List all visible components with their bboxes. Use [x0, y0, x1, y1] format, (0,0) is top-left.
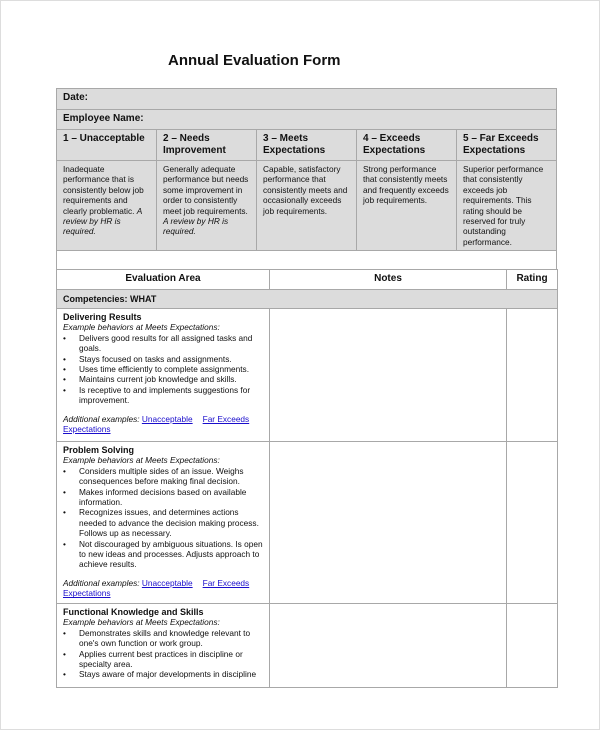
example-label: Example behaviors at Meets Expectations:: [63, 322, 220, 333]
rating-description-1: [57, 161, 157, 251]
section-competencies: Competencies: WHAT: [57, 290, 558, 309]
evaluation-area-cell: [57, 442, 270, 604]
behavior-item: • Not discouraged by ambiguous situations. Is open to new ideas and processes. Adjusts approach to achieve results.: [63, 539, 263, 570]
rating-description-5: [457, 161, 557, 251]
column-header-notes: Notes: [270, 270, 507, 290]
additional-examples: [63, 578, 263, 599]
behavior-item: • Stays focused on tasks and assignments.: [63, 354, 263, 364]
rating-desc-text: Generally adequate performance but needs some improvement in order to consistently meet job requirements.: [163, 164, 249, 216]
area-name: Delivering Results: [63, 312, 142, 322]
column-header-area: Evaluation Area: [57, 270, 270, 290]
spacer-row: [57, 251, 557, 270]
behavior-item: • Uses time efficiently to complete assignments.: [63, 364, 263, 374]
page-title: Annual Evaluation Form: [168, 52, 341, 69]
notes-cell[interactable]: [270, 442, 507, 604]
behavior-item: • Delivers good results for all assigned tasks and goals.: [63, 333, 263, 354]
behavior-item: • Maintains current job knowledge and skills.: [63, 374, 263, 384]
rating-description-4: [357, 161, 457, 251]
rating-level-1: 1 – Unacceptable: [57, 130, 157, 161]
rating-cell[interactable]: [507, 442, 558, 604]
rating-cell[interactable]: [507, 309, 558, 442]
evaluation-row: [57, 604, 558, 688]
link-unacceptable[interactable]: Unacceptable: [141, 413, 193, 424]
behavior-item: • Applies current best practices in discipline or specialty area.: [63, 649, 263, 670]
evaluation-row: [57, 442, 558, 604]
example-label: Example behaviors at Meets Expectations:: [63, 617, 220, 628]
rating-description-2: [157, 161, 257, 251]
rating-desc-text: Strong performance that consistently meets and frequently exceeds job requirements.: [363, 164, 449, 206]
area-name: Functional Knowledge and Skills: [63, 607, 204, 617]
behavior-item: • Recognizes issues, and determines actions needed to advance the decision making process. Follows up as necessary.: [63, 507, 263, 538]
column-header-rating: Rating: [507, 270, 558, 290]
rating-desc-text: Superior performance that consistently exceeds job requirements. This rating should be reserved for truly outstanding performance.: [463, 164, 544, 247]
behavior-item: • Demonstrates skills and knowledge relevant to one's own function or work group.: [63, 628, 263, 649]
link-far-exceeds[interactable]: Far Exceeds Expectations: [63, 577, 250, 599]
rating-description-3: [257, 161, 357, 251]
rating-desc-text: Inadequate performance that is consistently below job requirements and clearly problematic.: [63, 164, 144, 216]
rating-scale-table: [56, 88, 557, 270]
rating-level-3: 3 – Meets Expectations: [257, 130, 357, 161]
rating-level-4: 4 – Exceeds Expectations: [357, 130, 457, 161]
link-far-exceeds[interactable]: Far Exceeds Expectations: [63, 413, 250, 435]
additional-label: Additional examples:: [63, 577, 140, 588]
evaluation-area-cell: [57, 604, 270, 688]
behavior-item: • Makes informed decisions based on available information.: [63, 487, 263, 508]
notes-cell[interactable]: [270, 309, 507, 442]
rating-desc-text: Capable, satisfactory performance that consistently meets and occasionally exceeds job requirements.: [263, 164, 348, 216]
area-name: Problem Solving: [63, 445, 135, 455]
rating-note: A review by HR is required.: [63, 205, 143, 237]
rating-level-2: 2 – Needs Improvement: [157, 130, 257, 161]
additional-label: Additional examples:: [63, 413, 140, 424]
evaluation-row: [57, 309, 558, 442]
evaluation-area-cell: [57, 309, 270, 442]
rating-level-5: 5 – Far Exceeds Expectations: [457, 130, 557, 161]
employee-name-field[interactable]: Employee Name:: [57, 110, 557, 130]
behavior-item: • Considers multiple sides of an issue. Weighs consequences before making final decision.: [63, 466, 263, 487]
rating-cell[interactable]: [507, 604, 558, 688]
example-label: Example behaviors at Meets Expectations:: [63, 455, 220, 466]
additional-examples: [63, 414, 263, 435]
behavior-item: • Is receptive to and implements suggestions for improvement.: [63, 385, 263, 406]
date-field[interactable]: Date:: [57, 89, 557, 110]
behavior-item: • Stays aware of major developments in discipline: [63, 669, 263, 679]
evaluation-table: [56, 269, 558, 688]
notes-cell[interactable]: [270, 604, 507, 688]
link-unacceptable[interactable]: Unacceptable: [141, 577, 193, 588]
rating-note: A review by HR is required.: [163, 216, 229, 237]
